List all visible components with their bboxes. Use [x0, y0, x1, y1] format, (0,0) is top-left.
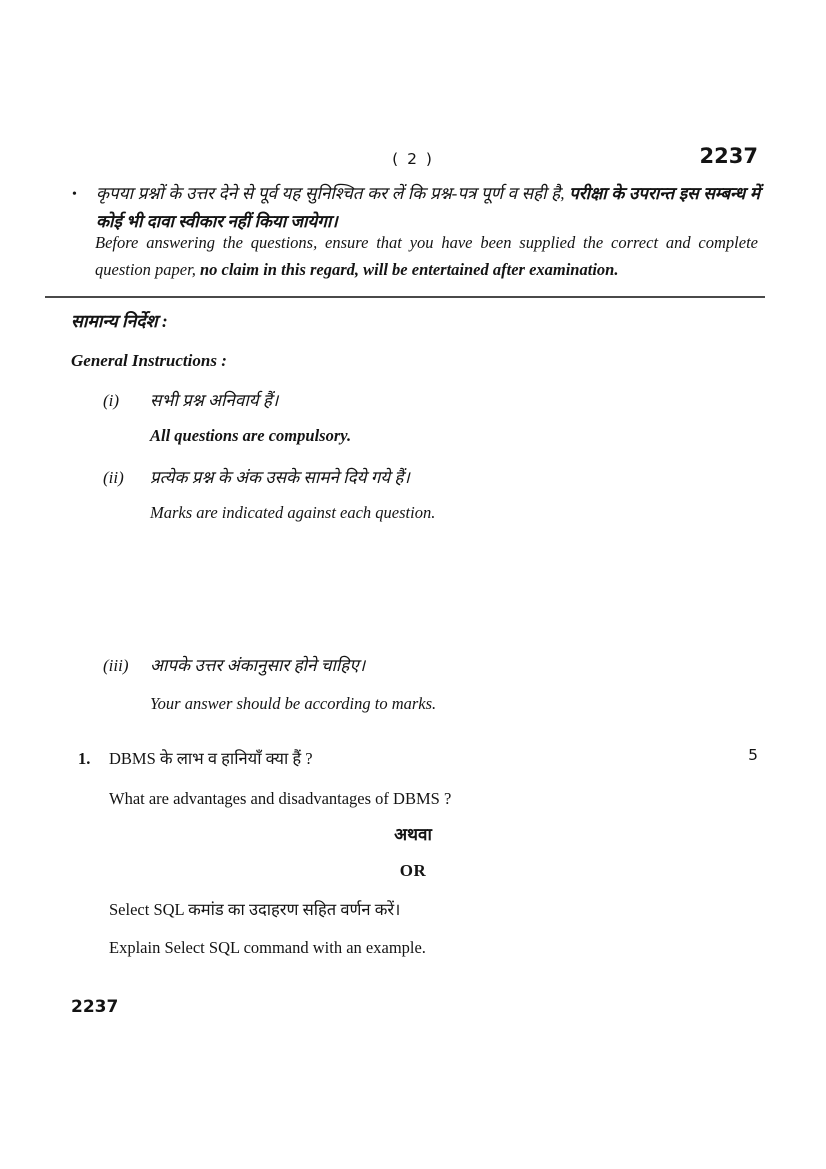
- notice-english: [95, 230, 758, 283]
- general-instructions-heading-english: General Instructions :: [71, 351, 227, 370]
- instruction-item-2-english: Marks are indicated against each question.: [150, 503, 436, 522]
- question-1-english: What are advantages and disadvantages of DBMS ?: [109, 789, 452, 808]
- instruction-item-1-hindi: सभी प्रश्न अनिवार्य हैं।: [150, 391, 279, 410]
- notice-english-bold-text: no claim in this regard, will be entertained after examination.: [199, 259, 619, 279]
- or-separator-hindi: अथवा: [394, 825, 432, 844]
- notice-hindi: [72, 180, 760, 236]
- instruction-item-1-english: All questions are compulsory.: [150, 426, 352, 445]
- notice-hindi-text: कृपया प्रश्नों के उत्तर देने से पूर्व यह सुनिश्चित कर लें कि प्रश्न-पत्र पूर्ण व सही है,: [96, 184, 570, 203]
- question-1-row: [78, 746, 313, 769]
- instruction-item-2: [103, 465, 723, 488]
- instruction-item-2-number: (ii): [103, 468, 124, 487]
- page-number: ( 2 ): [392, 150, 434, 168]
- paper-code-header: 2237: [699, 144, 758, 168]
- instruction-item-1: [103, 388, 723, 411]
- instruction-item-3-number: (iii): [103, 656, 129, 675]
- or-separator-english: OR: [399, 861, 427, 880]
- paper-code-footer: 2237: [71, 997, 119, 1017]
- question-1-alternative-hindi: Select SQL कमांड का उदाहरण सहित वर्णन करें।: [109, 900, 401, 919]
- question-1-alternative-english: Explain Select SQL command with an example.: [109, 938, 426, 957]
- instruction-item-1-number: (i): [103, 391, 120, 410]
- instruction-item-3: [103, 653, 723, 676]
- question-1-number: 1.: [78, 749, 91, 768]
- instruction-item-2-hindi: प्रत्येक प्रश्न के अंक उसके सामने दिये गये हैं।: [150, 468, 410, 487]
- divider-line: [45, 296, 765, 298]
- bullet-icon: •: [72, 187, 77, 202]
- notice-hindi-bold-text: परीक्षा के उपरान्त इस सम्बन्ध में कोई भी दावा स्वीकार नहीं किया जायेगा।: [96, 184, 760, 231]
- notice-english-text: Before answering the questions, ensure that you have been supplied the correct and complete question paper,: [95, 233, 758, 279]
- instruction-item-3-hindi: आपके उत्तर अंकानुसार होने चाहिए।: [150, 656, 366, 675]
- instruction-item-3-english: Your answer should be according to marks.: [150, 694, 437, 713]
- question-1-hindi: DBMS के लाभ व हानियाँ क्या हैं ?: [109, 749, 313, 768]
- question-1-marks: 5: [748, 746, 758, 764]
- general-instructions-heading-hindi: सामान्य निर्देश :: [71, 311, 168, 331]
